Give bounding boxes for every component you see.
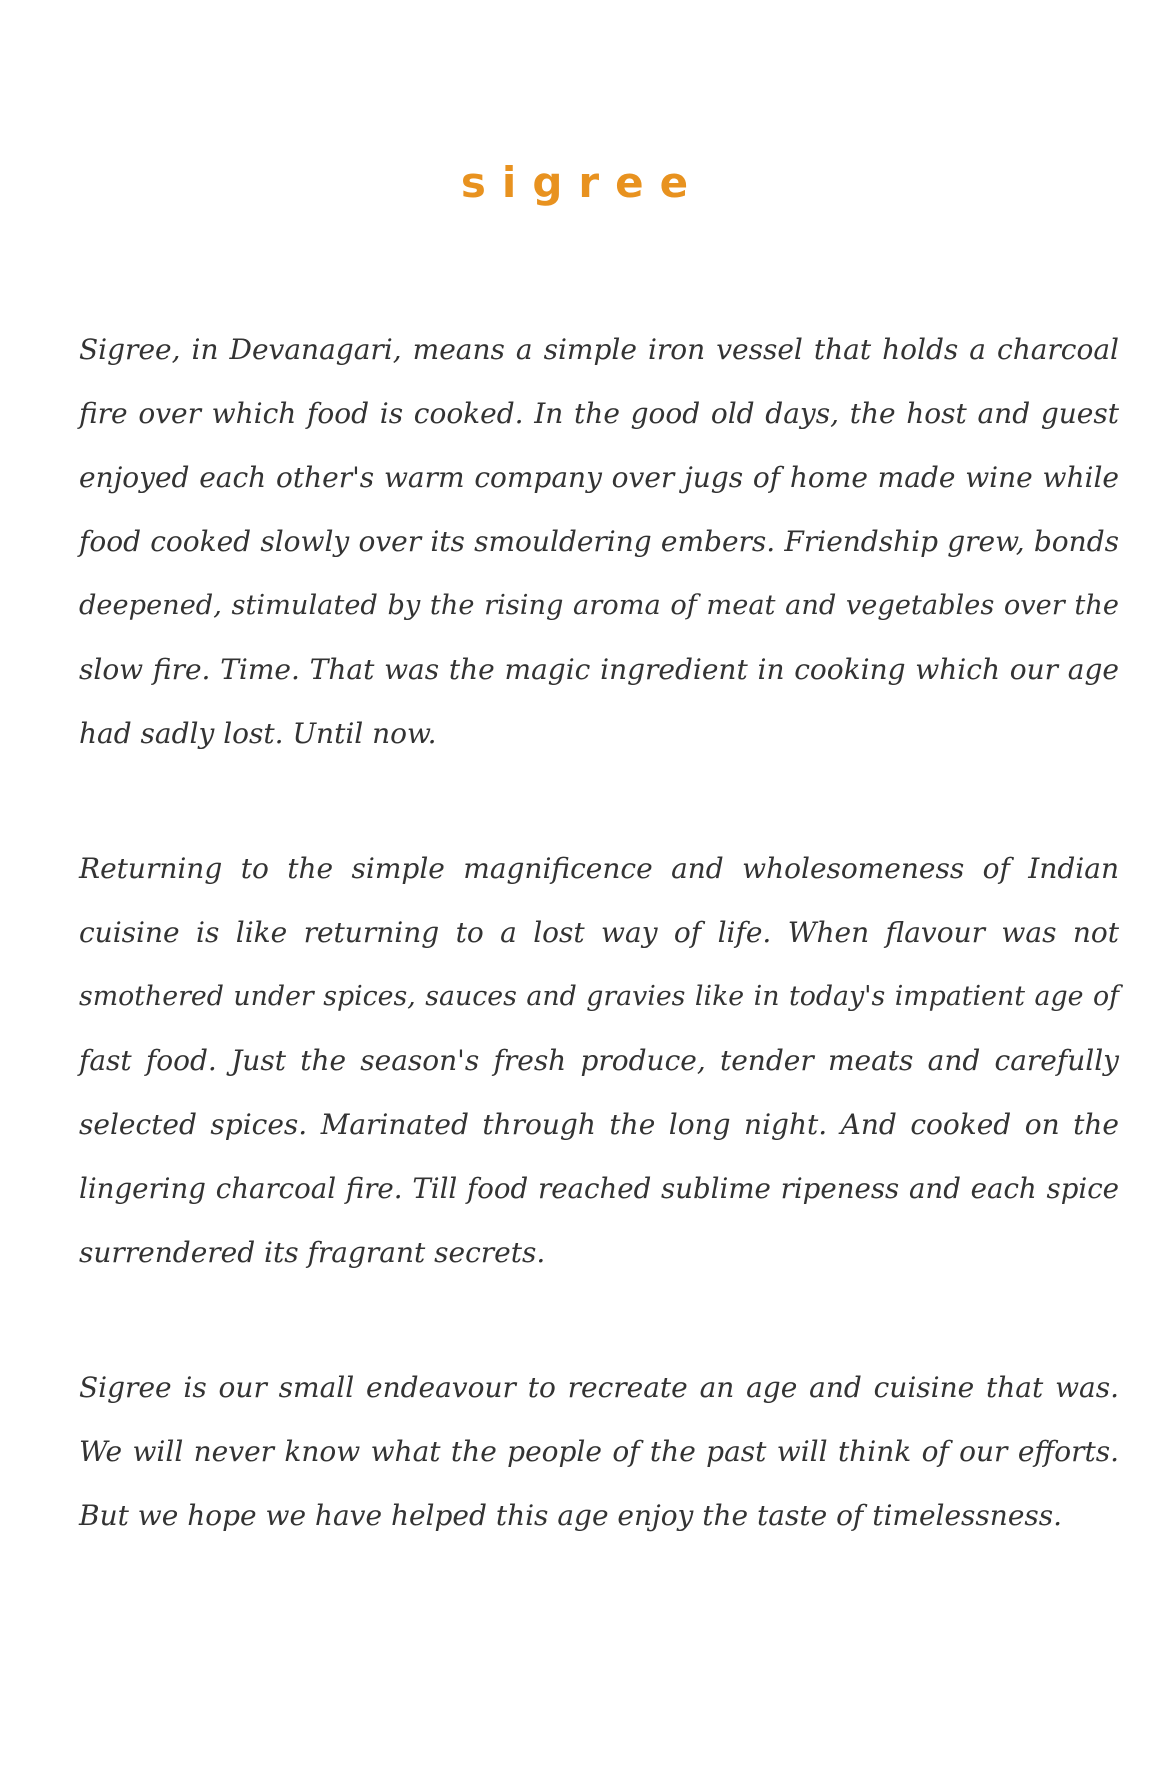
text-line: surrendered its fragrant secrets. [79,1236,546,1269]
text-line: smothered under spices, sauces and gravies like in today's impatient age of [79,981,1119,1012]
text-line: had sadly lost. Until now. [79,717,437,750]
text-line: But we hope we have helped this age enjoy the taste of timelessness. [79,1499,1063,1532]
text-line: lingering charcoal fire. Till food reached sublime ripeness and each spice [79,1172,1119,1205]
text-line: fire over which food is cooked. In the good old days, the host and guest [79,397,1119,430]
paragraph-endeavour [79,1356,1119,1548]
text-line: enjoyed each other's warm company over jugs of home made wine while [79,461,1119,494]
text-line: food cooked slowly over its smouldering embers. Friendship grew, bonds [79,525,1119,558]
sigree-logo: sigree [460,158,705,207]
text-line: Sigree is our small endeavour to recreate an age and cuisine that was. [79,1371,1119,1404]
text-line: cuisine is like returning to a lost way of life. When flavour was not [79,916,1119,949]
text-line: Sigree, in Devanagari, means a simple iron vessel that holds a charcoal [79,333,1119,366]
paragraph-intro [79,318,1119,766]
text-line: We will never know what the people of the past will think of our efforts. [79,1435,1119,1468]
paragraph-cuisine [79,837,1119,1285]
text-line: slow fire. Time. That was the magic ingredient in cooking which our age [79,653,1119,686]
text-line: selected spices. Marinated through the long night. And cooked on the [79,1108,1119,1141]
text-line: fast food. Just the season's fresh produce, tender meats and carefully [79,1044,1119,1077]
text-line: deepened, stimulated by the rising aroma of meat and vegetables over the [79,590,1119,621]
text-line: Returning to the simple magnificence and wholesomeness of Indian [79,852,1119,885]
